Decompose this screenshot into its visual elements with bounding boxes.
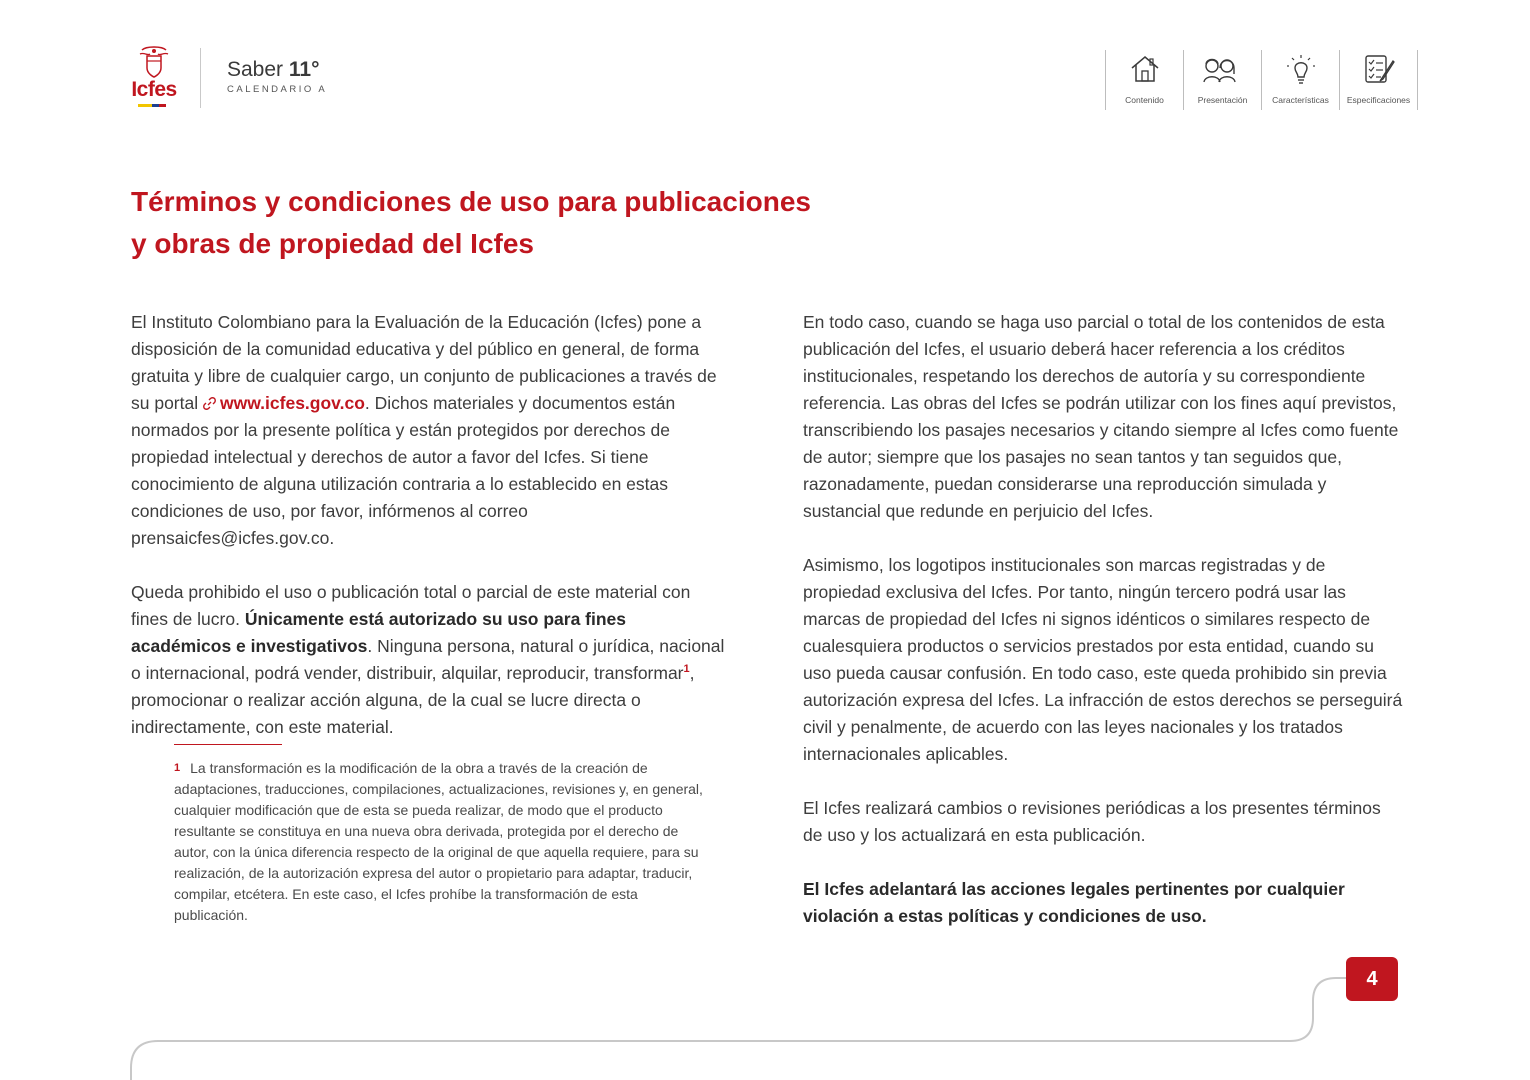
nav-label: Especificaciones [1346, 95, 1411, 105]
footnote-reference[interactable]: 1 [683, 663, 690, 676]
nav-label: Contenido [1125, 95, 1164, 105]
paragraph: En todo caso, cuando se haga uso parcial o total de los contenidos de esta publicación del Icfes, el usuario deberá hacer referencia a los créditos institucionales, respetando los derechos de autoría y su correspondiente referencia. Las obras del Icfes se podrán utilizar con los fines aquí previstos, transcribiendo los pasajes necesarios y citando siempre al Icfes como fuente de autor; siempre que los pasajes no sean tantos y tan seguidos que, razonadamente, puedan considerarse una reproducción simulada y sustancial que redunde en perjuicio del Icfes. [803, 312, 1399, 521]
brand-title-grade: 11° [288, 58, 320, 81]
paragraph: El Icfes realizará cambios o revisiones periódicas a los presentes términos de uso y los actualizará en esta publicación. [803, 798, 1381, 845]
text: Queda prohibido el uso o publicación total o parcial de este material con fines de lucro. [131, 582, 691, 629]
paragraph-bold: El Icfes adelantará las acciones legales pertinentes por cualquier violación a estas políticas y condiciones de uso. [803, 879, 1345, 926]
text: El Instituto Colombiano para la Evaluación de la Educación (Icfes) pone a disposición de la comunidad educativa y del público en general, de forma gratuita y libre de cualquier cargo, un conjunto de publicaciones a través de su portal [131, 312, 717, 413]
footnote-text: La transformación es la modificación de la obra a través de la creación de adaptaciones, traducciones, compilaciones, actualizaciones, revisiones y, en general, cualquier modificación que de esta se pueda realizar, de modo que el producto resultante se constituya en una nueva obra derivada, protegida por el derecho de autor, con la única diferencia respecto de la original de que aquella requiere, para su realización, de la autorización expresa del autor o propietario para adaptar, traducir, compilar, etcétera. En este caso, el Icfes prohíbe la transformación de esta publicación. [174, 760, 703, 923]
portal-link-text[interactable]: www.icfes.gov.co [219, 393, 365, 413]
brand-title-text: Saber [227, 58, 284, 81]
text: . Dichos materiales y documentos están normados por la presente política y están protegidos por derechos de propiedad intelectual y derechos de autor a favor del Icfes. Si tiene conocimiento de alguna utilización contraria a lo establecido en estas condiciones de uso, por favor, infórmenos al correo prensaicfes@icfes.gov.co. [131, 393, 676, 548]
brand-subtitle: CALENDARIO A [227, 84, 328, 95]
bold-text: Únicamente está autorizado su uso para fines académicos e investigativos [131, 609, 627, 656]
logo-text: Icfes [131, 78, 177, 101]
nav-label: Características [1272, 95, 1329, 105]
paragraph: Asimismo, los logotipos institucionales son marcas registradas y de propiedad exclusiva del Icfes. Por tanto, ningún tercero podrá usar las marcas de propiedad del Icfes ni signos idénticos o similares respecto de cualesquiera productos o servicios prestados por esta entidad, cuando su uso pueda causar confusión. En todo caso, este queda prohibido sin previa autorización expresa del Icfes. La infracción de estos derechos se perseguirá civil y penalmente, de acuerdo con las leyes nacionales y los tratados internacionales aplicables. [803, 555, 1403, 764]
footnote-number: 1 [174, 762, 181, 774]
text: . Ninguna persona, natural o jurídica, nacional o internacional, podrá vender, distribuir, alquilar, reproducir, transformar [131, 636, 725, 683]
nav-label: Presentación [1197, 95, 1248, 105]
page-number: 4 [1346, 957, 1398, 1001]
text: , promocionar o realizar acción alguna, de la cual se lucre directa o indirectamente, con este material. [131, 663, 695, 737]
page-title: Términos y condiciones de uso para publicaciones y obras de propiedad del Icfes [131, 186, 811, 259]
